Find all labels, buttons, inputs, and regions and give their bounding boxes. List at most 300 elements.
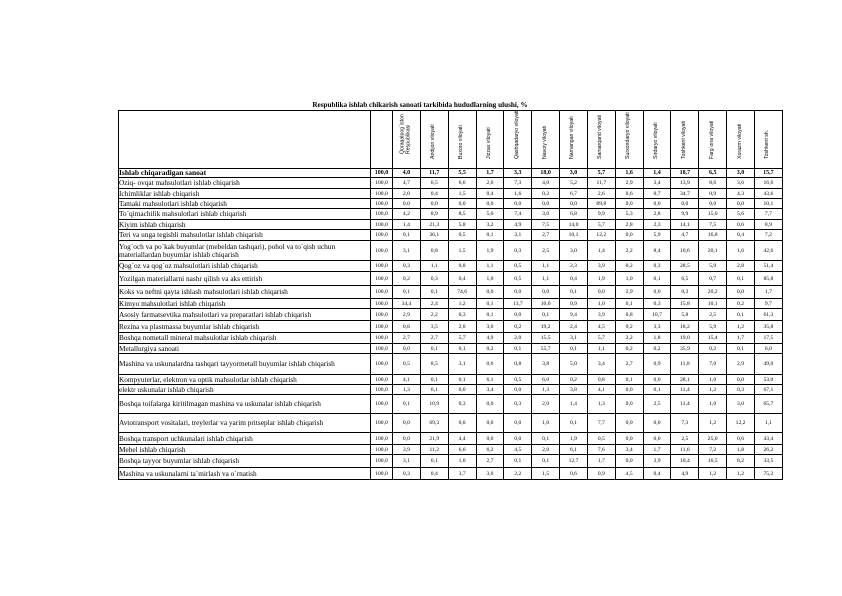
table-row: [119, 354, 783, 375]
value-cell: 0,9: [643, 354, 671, 375]
value-cell: 100,0: [371, 286, 393, 299]
value-cell: 0,0: [504, 286, 532, 299]
value-cell: 0,2: [393, 272, 421, 286]
value-cell: 0,4: [420, 189, 448, 199]
value-cell: 2,6: [587, 189, 615, 199]
value-cell: 3,3: [504, 169, 532, 178]
value-cell: 100,0: [371, 299, 393, 309]
value-cell: 3,9: [587, 309, 615, 321]
value-cell: 0,0: [504, 385, 532, 395]
value-cell: 7,7: [754, 209, 782, 220]
value-cell: 17,5: [754, 333, 782, 344]
table-title: Respublika ishlab chikarish sanoati tarkibida hududlarning ulushi, %: [312, 101, 528, 109]
value-cell: 43,4: [754, 433, 782, 445]
value-cell: 0,0: [448, 414, 476, 433]
value-cell: 49,0: [754, 354, 782, 375]
value-cell: 1,1: [420, 261, 448, 272]
value-cell: 2,9: [615, 286, 643, 299]
value-cell: 1,4: [560, 395, 588, 414]
value-cell: 1,0: [532, 414, 560, 433]
value-cell: 0,1: [393, 230, 421, 241]
value-cell: 7,4: [504, 209, 532, 220]
value-cell: 2,0: [504, 333, 532, 344]
value-cell: 0,6: [727, 433, 755, 445]
row-label: Boshqa nometall mineral mahsulotlar ishlab chiqarish: [119, 333, 371, 344]
value-cell: 74,6: [448, 286, 476, 299]
value-cell: 100,0: [371, 309, 393, 321]
value-cell: 6,0: [532, 375, 560, 385]
value-cell: 8,6: [699, 178, 727, 189]
value-cell: 0,5: [587, 433, 615, 445]
column-header-label: Navoiy viloyati: [541, 126, 548, 160]
value-cell: 6,5: [699, 169, 727, 178]
value-cell: 10,0: [532, 299, 560, 309]
value-cell: 4,7: [393, 178, 421, 189]
value-cell: 6,1: [420, 455, 448, 468]
value-cell: 11,7: [587, 178, 615, 189]
value-cell: 2,7: [420, 333, 448, 344]
value-cell: 26,2: [754, 445, 782, 455]
value-cell: 6,1: [476, 375, 504, 385]
value-cell: 0,3: [420, 272, 448, 286]
value-cell: 3,2: [476, 220, 504, 230]
value-cell: 34,7: [671, 189, 699, 199]
value-cell: 1,2: [727, 321, 755, 333]
value-cell: 4,9: [671, 468, 699, 480]
value-cell: 10,6: [671, 241, 699, 261]
value-cell: 18,7: [671, 169, 699, 178]
value-cell: 0,0: [727, 199, 755, 209]
table-row: [119, 433, 783, 445]
table-row: [119, 189, 783, 199]
value-cell: 1,3: [587, 395, 615, 414]
value-cell: 0,1: [420, 344, 448, 354]
value-cell: 1,2: [699, 414, 727, 433]
value-cell: 4,5: [615, 468, 643, 480]
value-cell: 1,7: [643, 445, 671, 455]
value-cell: 0,5: [504, 375, 532, 385]
value-cell: 0,1: [448, 375, 476, 385]
value-cell: 0,1: [532, 309, 560, 321]
value-cell: 0,0: [504, 199, 532, 209]
value-cell: 0,8: [504, 354, 532, 375]
value-cell: 5,7: [587, 220, 615, 230]
value-cell: 1,1: [476, 261, 504, 272]
value-cell: 15,5: [532, 333, 560, 344]
value-cell: 0,3: [448, 309, 476, 321]
value-cell: 0,0: [393, 199, 421, 209]
value-cell: 67,1: [754, 385, 782, 395]
value-cell: 1,5: [448, 241, 476, 261]
value-cell: 0,1: [476, 309, 504, 321]
value-cell: 0,3: [727, 385, 755, 395]
value-cell: 5,0: [476, 209, 504, 220]
value-cell: 1,9: [560, 433, 588, 445]
value-cell: 4,2: [393, 209, 421, 220]
value-cell: 1,0: [699, 375, 727, 385]
row-label: Tamaki mahsulotlari ishlab chiqarish: [119, 199, 371, 209]
value-cell: 0,0: [643, 433, 671, 445]
column-header-label: Surxondaryo viloyati: [625, 112, 632, 160]
value-cell: 1,2: [699, 385, 727, 395]
column-header: [532, 111, 560, 169]
table-row: [119, 220, 783, 230]
value-cell: 8,4: [643, 241, 671, 261]
value-cell: 7,5: [532, 220, 560, 230]
value-cell: 11,4: [671, 385, 699, 395]
value-cell: 100,0: [371, 241, 393, 261]
row-label: elektr uskunalar ishlab chiqarish: [119, 385, 371, 395]
column-header-label: Samarqand viloyati: [597, 115, 604, 160]
value-cell: 14,1: [671, 220, 699, 230]
column-header-label: Qashqadaryo viloyati: [514, 110, 520, 160]
value-cell: 89,8: [587, 199, 615, 209]
value-cell: 5,7: [448, 333, 476, 344]
header-empty-cell: [119, 111, 371, 169]
value-cell: 0,1: [727, 272, 755, 286]
value-cell: 3,3: [643, 321, 671, 333]
value-cell: 19,2: [532, 321, 560, 333]
row-label: Boshqa transport uchkunalari ishlab chiqarish: [119, 433, 371, 445]
value-cell: 1,7: [476, 169, 504, 178]
value-cell: 9,9: [671, 209, 699, 220]
value-cell: 8,2: [727, 455, 755, 468]
header-row: [119, 111, 783, 169]
value-cell: 0,2: [560, 375, 588, 385]
value-cell: 0,0: [615, 385, 643, 395]
column-header-label: Xorazm viloyati: [736, 124, 743, 160]
value-cell: 0,4: [727, 230, 755, 241]
value-cell: 16,5: [699, 455, 727, 468]
value-cell: 0,3: [671, 286, 699, 299]
value-cell: 16,8: [699, 230, 727, 241]
value-cell: 34,4: [393, 299, 421, 309]
value-cell: 0,3: [393, 261, 421, 272]
table-row: [119, 299, 783, 309]
value-cell: 0,0: [393, 433, 421, 445]
value-cell: 42,6: [754, 241, 782, 261]
value-cell: 1,3: [393, 385, 421, 395]
value-cell: 65,7: [754, 395, 782, 414]
value-cell: 18,2: [671, 321, 699, 333]
value-cell: 0,4: [448, 272, 476, 286]
value-cell: 0,3: [504, 395, 532, 414]
header-total-cell: [371, 111, 393, 169]
value-cell: 1,4: [643, 169, 671, 178]
value-cell: 1,7: [727, 333, 755, 344]
value-cell: 0,2: [727, 299, 755, 309]
column-header: [699, 111, 727, 169]
value-cell: 11,2: [420, 445, 448, 455]
value-cell: 4,5: [504, 445, 532, 455]
value-cell: 0,9: [560, 299, 588, 309]
value-cell: 0,1: [615, 375, 643, 385]
value-cell: 4,9: [504, 220, 532, 230]
row-label: Qog`oz va qog`oz mahsulotlari ishlab chiqarish: [119, 261, 371, 272]
value-cell: 11,8: [671, 354, 699, 375]
value-cell: 61,3: [754, 309, 782, 321]
value-cell: 0,0: [476, 433, 504, 445]
table-row: [119, 321, 783, 333]
column-header: [393, 111, 421, 169]
value-cell: 2,0: [393, 189, 421, 199]
value-cell: 11,6: [671, 445, 699, 455]
value-cell: 51,4: [754, 261, 782, 272]
value-cell: 7,6: [587, 445, 615, 455]
value-cell: 0,3: [504, 241, 532, 261]
value-cell: 0,1: [393, 395, 421, 414]
value-cell: 0,0: [448, 199, 476, 209]
table-row: [119, 286, 783, 299]
column-header: [727, 111, 755, 169]
table-row: [119, 272, 783, 286]
value-cell: 2,3: [560, 261, 588, 272]
value-cell: 1,8: [727, 445, 755, 455]
value-cell: 35,9: [671, 344, 699, 354]
value-cell: 4,1: [587, 385, 615, 395]
value-cell: 1,9: [587, 272, 615, 286]
value-cell: 0,6: [615, 189, 643, 199]
value-cell: 19,0: [671, 333, 699, 344]
value-cell: 15,4: [699, 333, 727, 344]
row-label: Mashina va uskunalarni ta`mirlash va o`rnatish: [119, 468, 371, 480]
value-cell: 3,8: [560, 385, 588, 395]
value-cell: 100,0: [371, 375, 393, 385]
table-row: [119, 395, 783, 414]
value-cell: 3,5: [420, 321, 448, 333]
value-cell: 43,6: [754, 189, 782, 199]
value-cell: 0,4: [476, 189, 504, 199]
value-cell: 1,0: [476, 272, 504, 286]
value-cell: 6,6: [448, 445, 476, 455]
value-cell: 0,0: [476, 286, 504, 299]
value-cell: 0,4: [420, 468, 448, 480]
value-cell: 2,8: [727, 261, 755, 272]
value-cell: 5,8: [448, 220, 476, 230]
value-cell: 2,5: [671, 433, 699, 445]
value-cell: 1,4: [587, 241, 615, 261]
value-cell: 0,8: [615, 309, 643, 321]
value-cell: 10,7: [643, 309, 671, 321]
column-header-label: Buxoro viloyati: [458, 125, 465, 160]
value-cell: 0,1: [420, 375, 448, 385]
value-cell: 12,2: [587, 230, 615, 241]
column-header-label: Toshkent viloyati: [681, 121, 688, 160]
row-label: Oziq- ovqat mahsulotlari ishlab chiqarish: [119, 178, 371, 189]
value-cell: 8,9: [754, 220, 782, 230]
value-cell: 4,1: [393, 375, 421, 385]
value-cell: 10,4: [671, 455, 699, 468]
value-cell: 1,6: [727, 241, 755, 261]
row-label: Boshqa toifalarga kiritilmagan mashina va uskunalar ishlab chiqarish: [119, 395, 371, 414]
value-cell: 20,2: [699, 286, 727, 299]
value-cell: 0,1: [448, 344, 476, 354]
value-cell: 0,0: [727, 375, 755, 385]
column-header: [643, 111, 671, 169]
column-header: [504, 111, 532, 169]
value-cell: 7,3: [671, 414, 699, 433]
value-cell: 0,8: [393, 321, 421, 333]
value-cell: 1,5: [448, 189, 476, 199]
value-cell: 5,9: [699, 321, 727, 333]
value-cell: 21,9: [420, 433, 448, 445]
value-cell: 4,4: [448, 433, 476, 445]
value-cell: 100,0: [371, 261, 393, 272]
value-cell: 3,7: [448, 468, 476, 480]
table-row: [119, 468, 783, 480]
value-cell: 3,8: [532, 354, 560, 375]
value-cell: 100,0: [371, 455, 393, 468]
value-cell: 0,1: [476, 299, 504, 309]
value-cell: 18,0: [532, 169, 560, 178]
value-cell: 15,7: [754, 169, 782, 178]
value-cell: 0,0: [615, 414, 643, 433]
value-cell: 100,0: [371, 344, 393, 354]
value-cell: 55,7: [532, 344, 560, 354]
value-cell: 0,1: [727, 344, 755, 354]
row-label: To`qimachilik mahsulotlari ishlab chiqarish: [119, 209, 371, 220]
value-cell: 0,1: [643, 272, 671, 286]
value-cell: 3,1: [560, 333, 588, 344]
column-header: [587, 111, 615, 169]
value-cell: 9,4: [560, 309, 588, 321]
value-cell: 0,1: [532, 433, 560, 445]
value-cell: 0,1: [504, 344, 532, 354]
value-cell: 36,1: [420, 230, 448, 241]
table-row: [119, 385, 783, 395]
value-cell: 0,3: [643, 261, 671, 272]
value-cell: 0,0: [615, 395, 643, 414]
value-cell: 0,0: [420, 199, 448, 209]
row-label: Rezina va plastmassa buyumlar ishlab chiqarish: [119, 321, 371, 333]
value-cell: 7,7: [587, 414, 615, 433]
value-cell: 3,0: [727, 395, 755, 414]
value-cell: 10,1: [754, 199, 782, 209]
row-label: Kimyo mahsulotlari ishlab chiqarish: [119, 299, 371, 309]
value-cell: 0,0: [476, 199, 504, 209]
table-row: [119, 445, 783, 455]
value-cell: 15,0: [699, 209, 727, 220]
value-cell: 100,0: [371, 220, 393, 230]
column-header-label: Jizzax viloyati: [486, 127, 493, 160]
table-row: [119, 455, 783, 468]
value-cell: 0,3: [448, 395, 476, 414]
table-row: [119, 344, 783, 354]
value-cell: 1,0: [587, 299, 615, 309]
value-cell: 1,4: [393, 220, 421, 230]
value-cell: 8,5: [448, 209, 476, 220]
value-cell: 2,9: [727, 354, 755, 375]
value-cell: 10,9: [420, 395, 448, 414]
row-label: Teri va unga tegishli mahsulotlar ishlab chiqarish: [119, 230, 371, 241]
value-cell: 1,0: [448, 455, 476, 468]
value-cell: 0,3: [393, 468, 421, 480]
value-cell: 0,1: [560, 286, 588, 299]
value-cell: 85,8: [754, 272, 782, 286]
value-cell: 0,6: [476, 354, 504, 375]
value-cell: 0,9: [699, 189, 727, 199]
value-cell: 2,8: [643, 209, 671, 220]
value-cell: 6,5: [671, 272, 699, 286]
value-cell: 3,0: [476, 321, 504, 333]
value-cell: 3,1: [393, 241, 421, 261]
value-cell: 100,0: [371, 354, 393, 375]
value-cell: 7,0: [699, 354, 727, 375]
table-row: [119, 309, 783, 321]
value-cell: 2,6: [476, 178, 504, 189]
value-cell: 0,1: [504, 455, 532, 468]
value-cell: 0,4: [560, 272, 588, 286]
value-cell: 5,2: [560, 178, 588, 189]
value-cell: 0,0: [504, 309, 532, 321]
value-cell: 0,0: [587, 286, 615, 299]
row-label: Asosiy farmatsevtika mahsulotlari va preparatlari ishlab chiqarish: [119, 309, 371, 321]
value-cell: 13,9: [671, 178, 699, 189]
value-cell: 2,0: [532, 445, 560, 455]
value-cell: 0,2: [532, 189, 560, 199]
table-row: [119, 178, 783, 189]
table-body: [119, 169, 783, 480]
value-cell: 8,9: [420, 209, 448, 220]
value-cell: 3,6: [727, 178, 755, 189]
row-label: Mebel ishlab chiqarish: [119, 445, 371, 455]
value-cell: 100,0: [371, 333, 393, 344]
value-cell: 5,8: [671, 309, 699, 321]
value-cell: 13,7: [504, 299, 532, 309]
value-cell: 4,3: [727, 189, 755, 199]
value-cell: 35,8: [754, 321, 782, 333]
value-cell: 21,3: [420, 220, 448, 230]
value-cell: 4,9: [476, 333, 504, 344]
value-cell: 5,7: [587, 333, 615, 344]
value-cell: 0,5: [504, 261, 532, 272]
row-label: Ichimliklar ishlab chiqarish: [119, 189, 371, 199]
value-cell: 1,0: [699, 395, 727, 414]
value-cell: 0,0: [448, 385, 476, 395]
value-cell: 3,4: [476, 385, 504, 395]
value-cell: 2,7: [476, 455, 504, 468]
value-cell: 100,0: [371, 385, 393, 395]
value-cell: 100,0: [371, 468, 393, 480]
table-row: [119, 241, 783, 261]
column-header: [476, 111, 504, 169]
column-header: [448, 111, 476, 169]
value-cell: 0,0: [615, 455, 643, 468]
value-cell: 5,6: [727, 209, 755, 220]
value-cell: 53,0: [754, 375, 782, 385]
column-header-label: Farg`ona viloyati: [708, 121, 715, 160]
value-cell: 100,0: [371, 321, 393, 333]
value-cell: 3,0: [727, 169, 755, 178]
value-cell: 2,7: [393, 333, 421, 344]
value-cell: 1,1: [532, 261, 560, 272]
row-label: Ishlab chiqaradigan sanoat: [119, 169, 371, 178]
value-cell: 0,1: [476, 230, 504, 241]
value-cell: 100,0: [371, 169, 393, 178]
value-cell: 3,0: [532, 209, 560, 220]
value-cell: 2,2: [420, 309, 448, 321]
value-cell: 100,0: [371, 199, 393, 209]
table-row: [119, 261, 783, 272]
value-cell: 1,8: [643, 333, 671, 344]
value-cell: 0,1: [393, 286, 421, 299]
value-cell: 2,5: [532, 241, 560, 261]
value-cell: 0,0: [727, 286, 755, 299]
value-cell: 6,1: [560, 445, 588, 455]
row-label: Koks va neftni qayta ishlash mahsulotlari ishlab chiqarish: [119, 286, 371, 299]
value-cell: 0,0: [476, 395, 504, 414]
value-cell: 1,7: [587, 455, 615, 468]
